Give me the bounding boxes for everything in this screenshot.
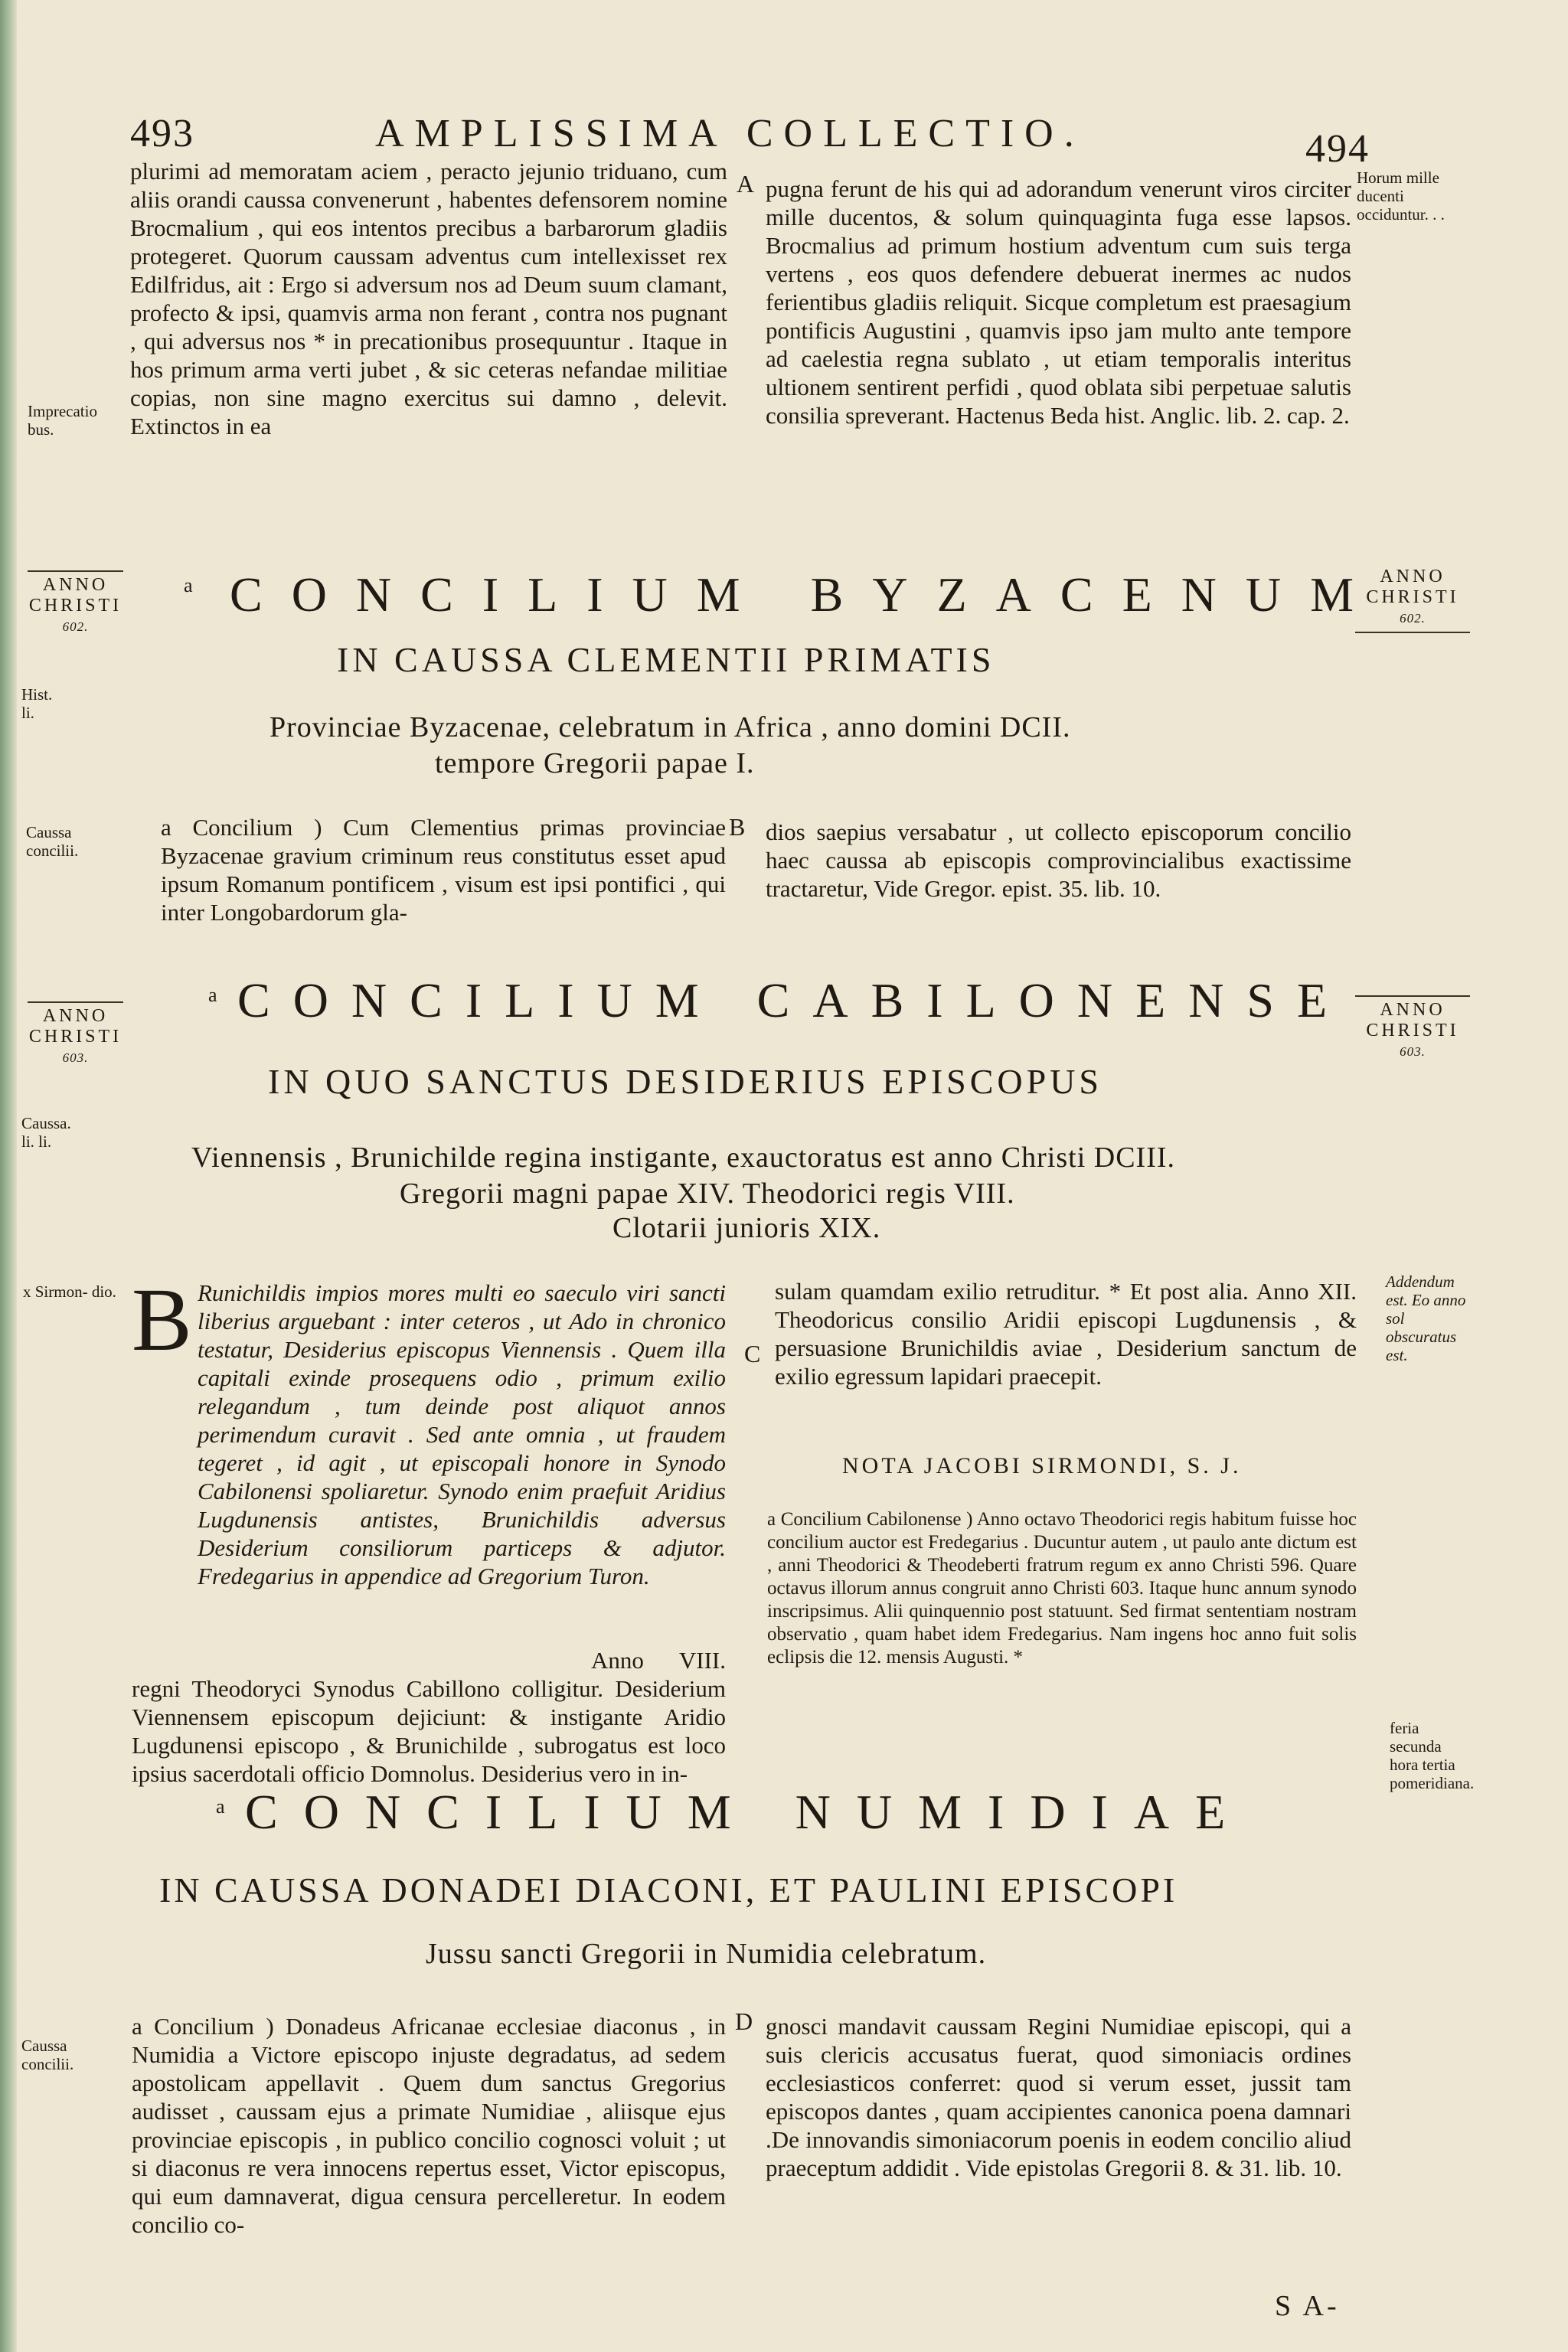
subtitle-cabilonense: IN QUO SANCTUS DESIDERIUS EPISCOPUS bbox=[268, 1062, 1103, 1101]
anno-christi-right-1: ANNO CHRISTI 602. bbox=[1355, 567, 1470, 636]
title-concilium-numidiae: CONCILIUM NUMIDIAE bbox=[245, 1785, 1252, 1839]
title-concilium-cabilonense: CONCILIUM CABILONENSE bbox=[237, 973, 1351, 1027]
cabilonense-body-italic: Runichildis impios mores multi eo saeculo viri sancti liberius arguebant : inter ceteros , ut Ado in chronico testatur, Desiderius episcopus Viennensis . Quem illa capitali exinde prosequens odio , primum exilio relegandum , tum deinde post aliquot annos perimendum curavit . Sed ante omnia , ut fraudem tegeret , id agit , ut episcopali honore in Synodo Cabilonensi spoliaretur. Synodo enim praefuit Aridius Lugdunensis antistes, Brunichildis adversus Desiderium consiliorum particeps & adjutor. Fredegarius in appendice ad Gregorium Turon. bbox=[198, 1279, 726, 1589]
cabilonense-body-right: sulam quamdam exilio retruditur. * Et post alia. Anno XII. Theodoricus consilio Aridii episcopi Lugdunensis , & persuasione Brunichildis aviae , Desiderium sanctum de exilio egressum lapidari praecepit. bbox=[775, 1278, 1357, 1390]
top-left-column: plurimi ad memoratam aciem , peracto jejunio triduano, cum aliis orandi caussa convenerunt , habentes defensorem nomine Brocmalium , qui eos intentos precibus a barbarorum gladiis protegeret. Quorum caussam adventus cum intellexisset rex Edilfridus, ait : Ergo si adversum nos ad Deum suum clamant, profecto & ipsi, quamvis arma non ferant , contra nos pugnant , qui adversus nos * in precationibus prosequuntur . Itaque in hos primum arma verti jubet , & sic ceteras nefandae militiae copias, non sine magno exercitus sui damno , delevit. Extinctos in ea bbox=[130, 158, 727, 439]
margin-note-imprecatio: Imprecatio bus. bbox=[28, 402, 97, 439]
footnote-mark-byzacenum: a bbox=[184, 574, 193, 596]
anno-christi-right-2: ANNO CHRISTI 603. bbox=[1355, 995, 1470, 1062]
drop-cap-b: B bbox=[132, 1269, 192, 1370]
margin-note-caussa-2: Caussa. li. li. bbox=[21, 1114, 71, 1151]
margin-note-caussa-concilii-1: Caussa concilii. bbox=[26, 823, 79, 860]
subtitle-numidiae: IN CAUSSA DONADEI DIACONI, ET PAULINI EPISCOPI bbox=[159, 1870, 1178, 1909]
byzacenum-line-1: Provinciae Byzacenae, celebratum in Africa , anno domini DCII. bbox=[270, 711, 1071, 743]
subtitle-byzacenum: IN CAUSSA CLEMENTII PRIMATIS bbox=[337, 640, 995, 679]
cabilonense-body-roman: Anno VIII. regni Theodoryci Synodus Cabillono colligitur. Desiderium Viennensem episcopum dejiciunt: & instigante Aridio Lugdunensi episcopo , & Brunichilde , subrogatus est loco ipsius sacerdotali officio Domnolus. Desiderius vero in in- bbox=[132, 1647, 726, 1787]
column-letter-c: C bbox=[744, 1340, 761, 1367]
column-letter-d: D bbox=[735, 2007, 753, 2035]
margin-note-hist: Hist. li. bbox=[21, 685, 53, 722]
cabilonense-line-3: Clotarii junioris XIX. bbox=[612, 1212, 881, 1244]
margin-note-horum: Horum mille ducenti occiduntur. . . bbox=[1357, 168, 1445, 224]
page-gutter bbox=[0, 0, 17, 2352]
margin-note-sirmondo: x Sirmon- dio. bbox=[23, 1282, 116, 1301]
margin-note-feria: feria secunda hora tertia pomeridiana. bbox=[1390, 1719, 1475, 1792]
nota-sirmondi-text: a Concilium Cabilonense ) Anno octavo Theodorici regis habitum fuisse hoc concilium auctor est Fredegarius . Ducuntur autem , ut paulo ante dictum est , anni Theodorici & Theodeberti fratrum regum ex anno Christi 596. Quare octavus illorum annus congruit anno Christi 603. Itaque hunc annum synodo inscripsimus. Alii quinquennio post statuunt. Sed firmat sententiam nostram observatio , quam habet idem Fredegarius. Nam ingens hoc anno fuit solis eclipsis die 12. mensis Augusti. * bbox=[767, 1509, 1357, 1668]
nota-sirmondi-heading: NOTA JACOBI SIRMONDI, S. J. bbox=[842, 1453, 1242, 1478]
anno-christi-left-1: ANNO CHRISTI 602. bbox=[28, 570, 123, 637]
byzacenum-note-left: a Concilium ) Cum Clementius primas provinciae Byzacenae gravium criminum reus constitutus esset apud ipsum Romanum pontificem , visum est ipsi pontifici , qui inter Longobardorum gla- bbox=[161, 814, 726, 926]
footnote-mark-cabilonense: a bbox=[208, 984, 217, 1006]
top-right-column: pugna ferunt de his qui ad adorandum venerunt viros circiter mille ducentos, & solum quinquaginta fuga esse lapsos. Brocmalius ad primum hostium adventum cum suis terga vertens , eos quos defendere debuerat inermes ac nudos ferientibus gladiis reliquit. Sicque completum est praesagium pontificis Augustini , quamvis ipso jam multo ante tempore ad caelestia regna sublato , ut etiam temporalis interitus ultionem sentirent perfidi , quod oblata sibi perpetuae salutis consilia spreverant. Hactenus Beda hist. Anglic. lib. 2. cap. 2. bbox=[766, 175, 1351, 429]
numidiae-note-left: a Concilium ) Donadeus Africanae ecclesiae diaconus , in Numidia a Victore episcopo injuste degradatus, ad sedem apostolicam appellavit . Quem dum sanctus Gregorius audisset , caussam ejus a primate Numidiae , aliisque ejus provinciae episcopis , in publico concilio cognosci voluit ; ut si diaconus re vera innocens repertus esset, Victor episcopus, qui eum damnaverat, digua censura percelleretur. In eodem concilio co- bbox=[132, 2013, 726, 2238]
anno-christi-left-2: ANNO CHRISTI 603. bbox=[28, 1001, 123, 1068]
running-title: AMPLISSIMA COLLECTIO. bbox=[375, 112, 1085, 155]
column-letter-b: B bbox=[729, 813, 746, 841]
page-number-right: 494 bbox=[1305, 127, 1370, 171]
title-concilium-byzacenum: CONCILIUM BYZACENUM bbox=[230, 567, 1383, 622]
footnote-mark-numidiae: a bbox=[216, 1795, 225, 1818]
column-letter-a: A bbox=[737, 170, 755, 198]
cabilonense-line-2: Gregorii magni papae XIV. Theodorici regis VIII. bbox=[400, 1178, 1015, 1210]
cabilonense-line-1: Viennensis , Brunichilde regina instigante, exauctoratus est anno Christi DCIII. bbox=[191, 1142, 1175, 1174]
margin-note-caussa-concilii-3: Caussa concilii. bbox=[21, 2037, 74, 2073]
numidiae-line-1: Jussu sancti Gregorii in Numidia celebratum. bbox=[426, 1938, 987, 1970]
numidiae-note-right: gnosci mandavit caussam Regini Numidiae episcopi, qui a suis clericis accusatus fuerat, quod simoniacis ordines ecclesiasticos conferret: quod si verum esset, jussit tam episcopos dantes , quam accipientes canonica poena damnari .De innovandis simoniacorum poenis in eodem concilio aliud praeceptum addidit . Vide epistolas Gregorii 8. & 31. lib. 10. bbox=[766, 2013, 1351, 2181]
byzacenum-line-2: tempore Gregorii papae I. bbox=[435, 747, 755, 779]
page-number-left: 493 bbox=[130, 112, 194, 155]
signature-mark: S A- bbox=[1275, 2290, 1340, 2322]
margin-note-addendum: Addendum est. Eo anno sol obscuratus est. bbox=[1386, 1272, 1466, 1364]
byzacenum-note-right: dios saepius versabatur , ut collecto episcoporum concilio haec caussa ab episcopis comprovincialibus exactissime tractaretur, Vide Gregor. epist. 35. lib. 10. bbox=[766, 818, 1351, 902]
